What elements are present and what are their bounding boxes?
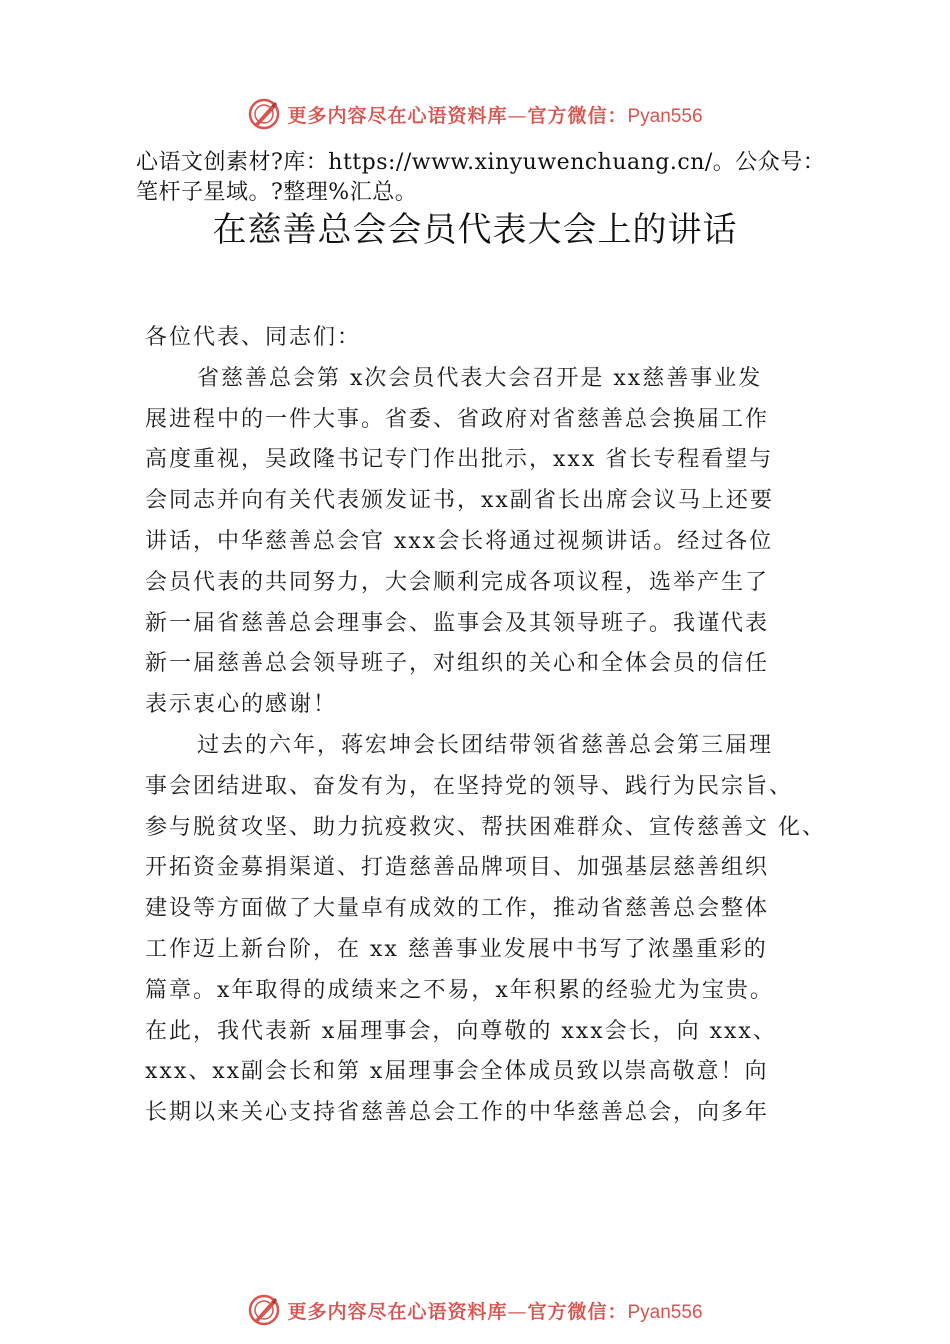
body-line: 展进程中的一件大事。省委、省政府对省慈善总会换届工作 [145, 406, 770, 432]
watermark-main: 更多内容尽在心语资料库 [287, 1300, 508, 1323]
watermark-label: 官方微信： [527, 1300, 628, 1323]
body-line: 会同志并向有关代表颁发证书，xx副省长出席会议马上还要 [145, 488, 774, 514]
watermark-id: Pyan556 [627, 1301, 703, 1323]
watermark-text [287, 1297, 702, 1324]
body-line: 会员代表的共同努力，大会顺利完成各项议程，选举产生了 [145, 569, 770, 595]
watermark-id: Pyan556 [627, 105, 703, 127]
watermark-label: 官方微信： [527, 104, 628, 127]
body-line: xxx、xx副会长和第 x届理事会全体成员致以崇高敬意！向 [145, 1059, 769, 1085]
body-line: 高度重视，吴政隆书记专门作出批示，xxx 省长专程看望与 [145, 447, 774, 473]
header-watermark [0, 94, 950, 134]
footer-watermark [0, 1290, 950, 1330]
body-line: 新一届省慈善总会理事会、监事会及其领导班子。我谨代表 [145, 610, 770, 636]
body-line: 各位代表、同志们： [145, 325, 362, 350]
body-line: 事会团结进取、奋发有为，在坚持党的领导、践行为民宗旨、 [145, 773, 794, 799]
body-line: 篇章。x年取得的成绩来之不易，x年积累的经验尤为宝贵。 [145, 977, 774, 1003]
watermark-main: 更多内容尽在心语资料库 [287, 104, 508, 127]
document-body [145, 318, 835, 1134]
source-line-2: 笔杆子星域。?整理%汇总。 [136, 180, 418, 205]
watermark-text [287, 101, 702, 128]
body-line: 过去的六年，蒋宏坤会长团结带领省慈善总会第三届理 [197, 732, 774, 758]
body-line: 参与脱贫攻坚、助力抗疫救灾、帮扶困难群众、宣传慈善文 化、 [145, 814, 826, 840]
body-line: 新一届慈善总会领导班子，对组织的关心和全体会员的信任 [145, 651, 770, 677]
body-line: 在此，我代表新 x届理事会，向尊敬的 xxx会长，向 xxx、 [145, 1018, 777, 1044]
body-line: 省慈善总会第 x次会员代表大会召开是 xx慈善事业发 [197, 365, 763, 391]
document-title: 在慈善总会会员代表大会上的讲话 [212, 210, 738, 250]
body-line: 讲话，中华慈善总会官 xxx会长将通过视频讲话。经过各位 [145, 528, 774, 554]
source-line-1: 心语文创素材?库：https://www.xinyuwenchuang.cn/。公众号： [136, 150, 826, 175]
body-line: 长期以来关心支持省慈善总会工作的中华慈善总会，向多年 [145, 1100, 770, 1126]
body-line: 工作迈上新台阶，在 xx 慈善事业发展中书写了浓墨重彩的 [145, 936, 768, 962]
source-line [136, 148, 886, 208]
body-line: 开拓资金募捐渠道、打造慈善品牌项目、加强基层慈善组织 [145, 855, 770, 881]
watermark-separator: — [507, 1300, 528, 1323]
body-line: 表示衷心的感谢！ [145, 692, 338, 718]
pen-circle-logo-icon [247, 97, 281, 131]
body-line: 建设等方面做了大量卓有成效的工作，推动省慈善总会整体 [145, 896, 770, 922]
watermark-separator: — [507, 104, 528, 127]
pen-circle-logo-icon [247, 1293, 281, 1327]
